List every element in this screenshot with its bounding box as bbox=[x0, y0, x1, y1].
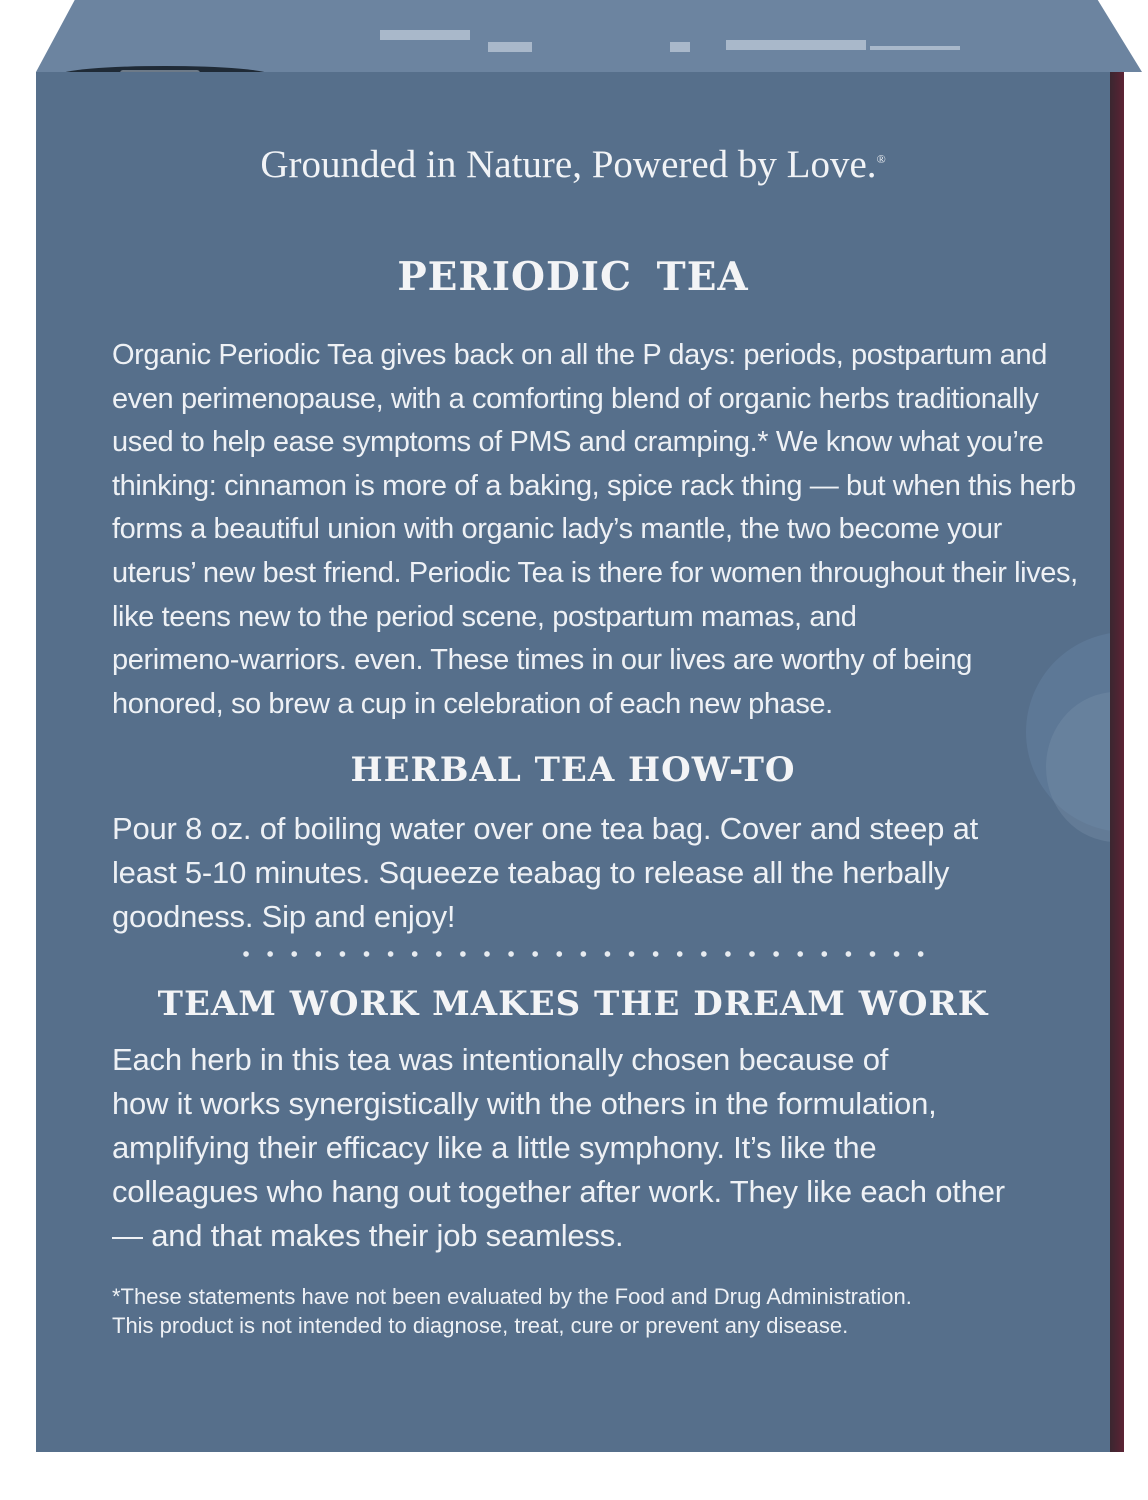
description-line: uterus’ new best friend. Periodic Tea is there for women throughout their lives, bbox=[112, 556, 1078, 589]
team-work-line: Each herb in this tea was intentionally chosen because of bbox=[112, 1042, 889, 1077]
description-line: perimeno-warriors. even. These times in our lives are worthy of being bbox=[112, 644, 972, 677]
instruction-line: least 5-10 minutes. Squeeze teabag to release all the herbally bbox=[112, 855, 950, 890]
box-top-flap bbox=[36, 0, 1142, 72]
description-line: Organic Periodic Tea gives back on all the P days: periods, postpartum and bbox=[112, 339, 1047, 371]
description-line: thinking: cinnamon is more of a baking, spice rack thing — but when this herb bbox=[112, 469, 1076, 502]
disclaimer-line: *These statements have not been evaluated by the Food and Drug Administration. bbox=[112, 1284, 912, 1309]
brand-tagline bbox=[36, 142, 1110, 187]
top-print-mark bbox=[380, 30, 470, 40]
description-line: used to help ease symptoms of PMS and cramping.* We know what you’re bbox=[112, 426, 1044, 459]
how-to-heading: HERBAL TEA HOW-TO bbox=[350, 750, 796, 790]
description-line: even perimenopause, with a comforting blend of organic herbs traditionally bbox=[112, 382, 1039, 415]
registered-mark: ® bbox=[876, 152, 886, 166]
top-print-mark bbox=[726, 40, 866, 50]
top-print-mark bbox=[670, 42, 690, 52]
box-back-panel bbox=[36, 72, 1110, 1452]
box-side-edge bbox=[1110, 72, 1124, 1452]
top-print-mark bbox=[870, 46, 960, 50]
description-line: honored, so brew a cup in celebration of each new phase. bbox=[112, 687, 833, 720]
team-work-line: colleagues who hang out together after work. They like each other bbox=[112, 1174, 1005, 1209]
team-work-line: amplifying their efficacy like a little symphony. It’s like the bbox=[112, 1130, 877, 1165]
team-work-line: how it works synergistically with the others in the formulation, bbox=[112, 1086, 937, 1121]
team-work-line: — and that makes their job seamless. bbox=[112, 1218, 624, 1253]
description-line: like teens new to the period scene, postpartum mamas, and bbox=[112, 600, 857, 633]
periodic-tea-heading: PERIODIC TEA bbox=[397, 254, 749, 300]
how-to-instructions bbox=[112, 807, 1102, 939]
team-work-text bbox=[112, 1038, 1102, 1258]
instruction-line: Pour 8 oz. of boiling water over one tea bag. Cover and steep at bbox=[112, 811, 979, 846]
tagline-text: Grounded in Nature, Powered by Love. bbox=[260, 143, 877, 186]
instruction-line: goodness. Sip and enjoy! bbox=[112, 899, 456, 934]
description-line: forms a beautiful union with organic lady’s mantle, the two become your bbox=[112, 513, 1002, 546]
top-print-mark bbox=[488, 42, 532, 52]
disclaimer-line: This product is not intended to diagnose, treat, cure or prevent any disease. bbox=[112, 1313, 849, 1338]
periodic-tea-description bbox=[112, 334, 1102, 726]
fda-disclaimer bbox=[112, 1282, 1102, 1340]
team-work-heading: TEAM WORK MAKES THE DREAM WORK bbox=[157, 984, 989, 1024]
dotted-divider bbox=[234, 948, 934, 960]
